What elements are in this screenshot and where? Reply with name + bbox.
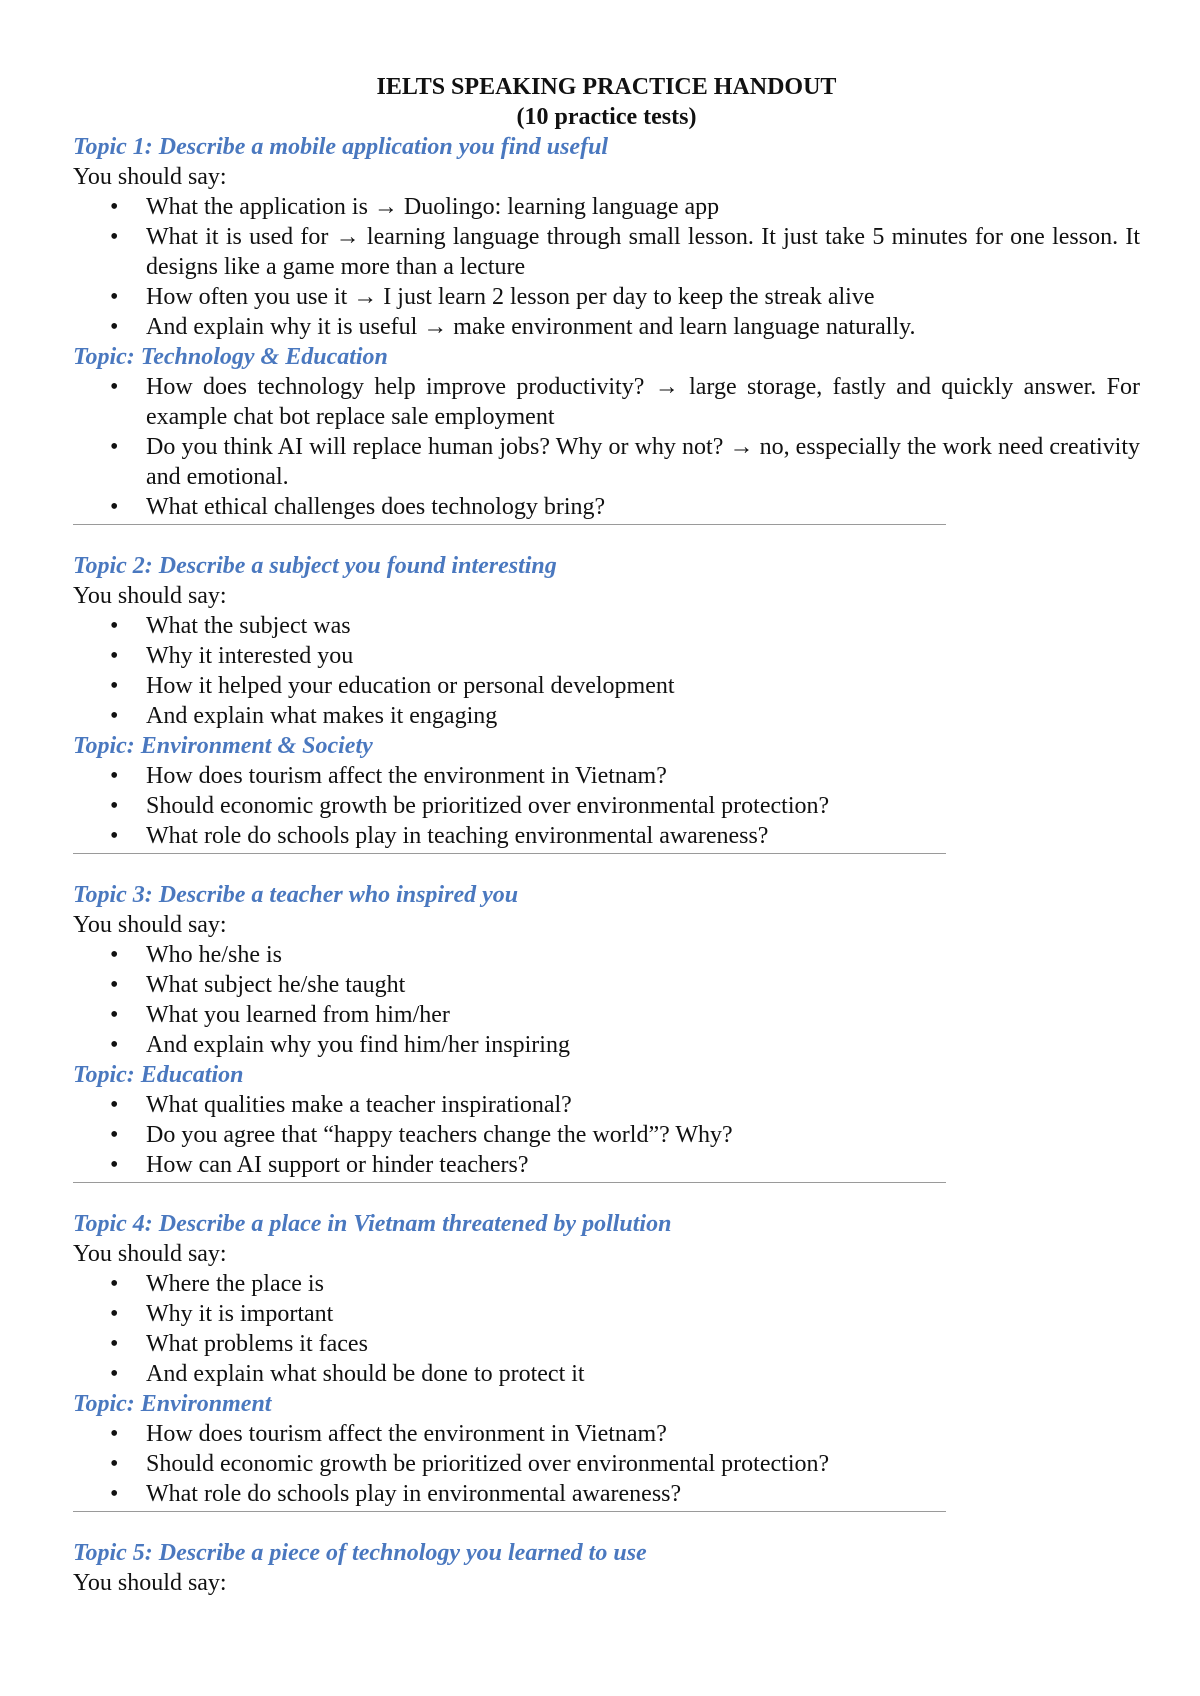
cue-card-point (73, 192, 1140, 222)
cue-card-point (73, 312, 1140, 342)
bullet-icon: • (110, 703, 119, 729)
bullet-icon: • (110, 1451, 119, 1477)
discussion-topic-title: Topic: Technology & Education (73, 344, 388, 370)
discussion-question-text: How does tourism affect the environment in Vietnam? (146, 763, 667, 789)
bullet-icon: • (110, 763, 119, 789)
cue-card-point-text: What it is used for → learning language through small lesson. It just take 5 minutes for one lesson. It designs like a game more than a lecture (146, 224, 1140, 280)
cue-card-point (73, 970, 1140, 1000)
topic-title: Topic 2: Describe a subject you found interesting (73, 553, 557, 579)
bullet-icon: • (110, 1122, 119, 1148)
discussion-question (73, 821, 1140, 851)
section-divider (73, 1511, 946, 1512)
discussion-question (73, 432, 1140, 492)
discussion-list (73, 1419, 1140, 1509)
bullet-icon: • (110, 224, 119, 250)
topic-title: Topic 4: Describe a place in Vietnam threatened by pollution (73, 1211, 672, 1237)
bullet-icon: • (110, 1092, 119, 1118)
bullet-icon: • (110, 1481, 119, 1507)
cue-card-point (73, 1000, 1140, 1030)
you-should-say-label: You should say: (73, 1241, 227, 1267)
topic-title: Topic 1: Describe a mobile application you find useful (73, 134, 609, 160)
discussion-question-text: What role do schools play in environmental awareness? (146, 1481, 682, 1507)
cue-card-point-text: And explain what should be done to protect it (146, 1361, 585, 1387)
cue-card-point-text: And explain what makes it engaging (146, 703, 498, 729)
topic-title: Topic 3: Describe a teacher who inspired you (73, 882, 519, 908)
cue-card-point-text: What the subject was (146, 613, 351, 639)
bullet-icon: • (110, 1152, 119, 1178)
bullet-icon: • (110, 793, 119, 819)
bullet-icon: • (110, 1002, 119, 1028)
cue-card-point-text: Why it interested you (146, 643, 354, 669)
bullet-icon: • (110, 972, 119, 998)
cue-card-list (73, 1269, 1140, 1389)
bullet-icon: • (110, 1301, 119, 1327)
cue-card-point-text: Where the place is (146, 1271, 324, 1297)
document-subtitle: (10 practice tests) (516, 104, 697, 130)
cue-card-point-text: How often you use it → I just learn 2 lesson per day to keep the streak alive (146, 284, 875, 310)
discussion-question (73, 1120, 1140, 1150)
discussion-question (73, 372, 1140, 432)
cue-card-point-text: What the application is → Duolingo: learning language app (146, 194, 720, 220)
bullet-icon: • (110, 434, 119, 460)
topic-section (73, 1209, 1140, 1512)
cue-card-point-text: And explain why you find him/her inspiring (146, 1032, 570, 1058)
discussion-question-text: What qualities make a teacher inspirational? (146, 1092, 572, 1118)
discussion-list (73, 761, 1140, 851)
bullet-icon: • (110, 494, 119, 520)
discussion-question-text: Should economic growth be prioritized over environmental protection? (146, 793, 830, 819)
cue-card-point (73, 1359, 1140, 1389)
you-should-say-label: You should say: (73, 583, 227, 609)
bullet-icon: • (110, 194, 119, 220)
you-should-say-label: You should say: (73, 1570, 227, 1596)
cue-card-point-text: Who he/she is (146, 942, 282, 968)
bullet-icon: • (110, 613, 119, 639)
discussion-question-text: Should economic growth be prioritized over environmental protection? (146, 1451, 830, 1477)
bullet-icon: • (110, 314, 119, 340)
bullet-icon: • (110, 823, 119, 849)
cue-card-point (73, 641, 1140, 671)
bullet-icon: • (110, 374, 119, 400)
cue-card-point (73, 1299, 1140, 1329)
discussion-list (73, 372, 1140, 522)
bullet-icon: • (110, 284, 119, 310)
bullet-icon: • (110, 1331, 119, 1357)
cue-card-point (73, 1269, 1140, 1299)
cue-card-point-text: Why it is important (146, 1301, 334, 1327)
discussion-question-text: How does technology help improve productivity? → large storage, fastly and quickly answer. For example chat bot replace sale employment (146, 374, 1140, 430)
bullet-icon: • (110, 1361, 119, 1387)
cue-card-point (73, 701, 1140, 731)
discussion-question (73, 1150, 1140, 1180)
cue-card-point (73, 282, 1140, 312)
topic-section (73, 132, 1140, 525)
cue-card-point (73, 611, 1140, 641)
cue-card-point (73, 940, 1140, 970)
discussion-question-text: What ethical challenges does technology bring? (146, 494, 606, 520)
cue-card-list (73, 611, 1140, 731)
cue-card-point-text: What problems it faces (146, 1331, 368, 1357)
cue-card-point-text: What you learned from him/her (146, 1002, 450, 1028)
discussion-question (73, 761, 1140, 791)
discussion-question-text: Do you think AI will replace human jobs? Why or why not? → no, esspecially the work need creativity and emotional. (146, 434, 1140, 490)
discussion-question (73, 1419, 1140, 1449)
discussion-question (73, 1449, 1140, 1479)
section-divider (73, 524, 946, 525)
discussion-question (73, 1479, 1140, 1509)
topic-section (73, 551, 1140, 854)
cue-card-point (73, 222, 1140, 282)
bullet-icon: • (110, 942, 119, 968)
discussion-question-text: How can AI support or hinder teachers? (146, 1152, 529, 1178)
bullet-icon: • (110, 1032, 119, 1058)
discussion-list (73, 1090, 1140, 1180)
cue-card-list (73, 940, 1140, 1060)
discussion-topic-title: Topic: Education (73, 1062, 244, 1088)
section-divider (73, 853, 946, 854)
cue-card-list (73, 192, 1140, 342)
topic-title: Topic 5: Describe a piece of technology you learned to use (73, 1540, 647, 1566)
cue-card-point (73, 1329, 1140, 1359)
discussion-question-text: Do you agree that “happy teachers change the world”? Why? (146, 1122, 733, 1148)
discussion-question (73, 791, 1140, 821)
discussion-question (73, 492, 1140, 522)
discussion-topic-title: Topic: Environment & Society (73, 733, 373, 759)
discussion-topic-title: Topic: Environment (73, 1391, 272, 1417)
you-should-say-label: You should say: (73, 912, 227, 938)
section-divider (73, 1182, 946, 1183)
discussion-question-text: How does tourism affect the environment in Vietnam? (146, 1421, 667, 1447)
cue-card-point-text: What subject he/she taught (146, 972, 406, 998)
topic-section (73, 1538, 1140, 1598)
discussion-question (73, 1090, 1140, 1120)
topic-section (73, 880, 1140, 1183)
discussion-question-text: What role do schools play in teaching environmental awareness? (146, 823, 769, 849)
cue-card-point-text: How it helped your education or personal development (146, 673, 675, 699)
cue-card-point-text: And explain why it is useful → make environment and learn language naturally. (146, 314, 916, 340)
you-should-say-label: You should say: (73, 164, 227, 190)
cue-card-point (73, 1030, 1140, 1060)
document-title: IELTS SPEAKING PRACTICE HANDOUT (376, 74, 837, 100)
bullet-icon: • (110, 1271, 119, 1297)
bullet-icon: • (110, 643, 119, 669)
sections-container (73, 132, 1140, 1598)
cue-card-point (73, 671, 1140, 701)
bullet-icon: • (110, 673, 119, 699)
bullet-icon: • (110, 1421, 119, 1447)
